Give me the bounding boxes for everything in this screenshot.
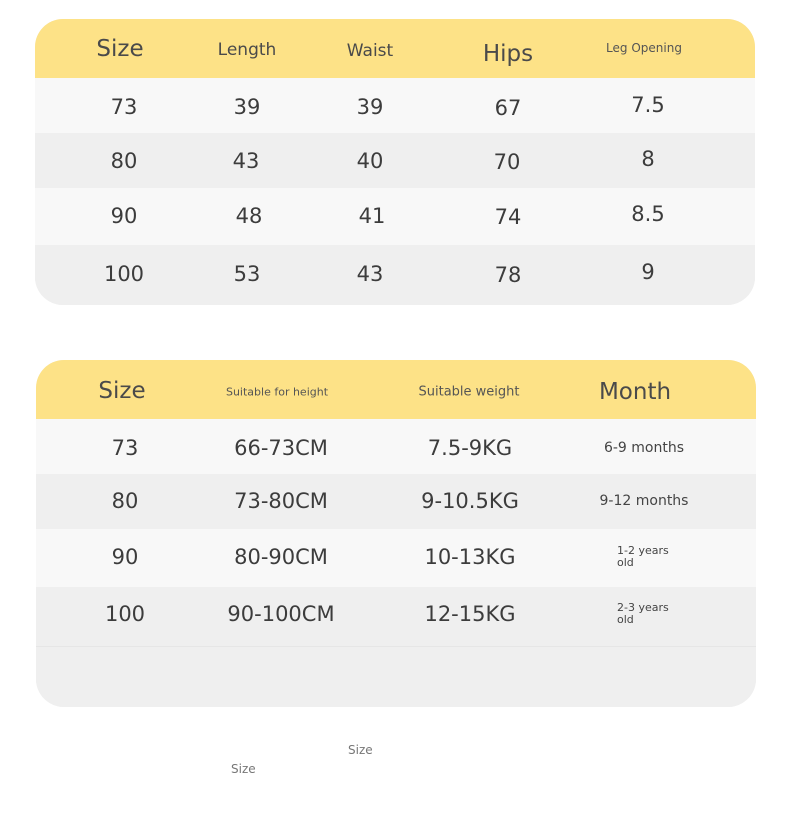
header-waist: Waist bbox=[346, 41, 394, 61]
cell-waist: 40 bbox=[356, 149, 384, 173]
cell-height: 90-100CM bbox=[227, 602, 335, 626]
cell-size: 90 bbox=[111, 545, 139, 569]
cell-size: 80 bbox=[110, 149, 138, 173]
cell-size: 73 bbox=[111, 436, 139, 460]
table-row bbox=[35, 245, 755, 305]
cell-waist: 39 bbox=[356, 95, 384, 119]
cell-weight: 10-13KG bbox=[424, 545, 516, 569]
cell-leg-opening: 7.5 bbox=[631, 93, 665, 117]
header-length: Length bbox=[217, 40, 277, 60]
cell-height: 66-73CM bbox=[234, 436, 328, 460]
table-header bbox=[35, 19, 755, 78]
footer-label: Size bbox=[348, 743, 373, 757]
cell-waist: 41 bbox=[358, 204, 386, 228]
header-leg-opening: Leg Opening bbox=[606, 41, 682, 55]
cell-hips: 78 bbox=[494, 263, 522, 287]
table-row bbox=[36, 587, 756, 646]
table-empty-row bbox=[36, 646, 756, 707]
table-header bbox=[36, 360, 756, 419]
cell-size: 73 bbox=[110, 95, 138, 119]
cell-leg-opening: 9 bbox=[641, 260, 655, 284]
size-table-measurements bbox=[35, 19, 755, 305]
header-month: Month bbox=[598, 379, 672, 405]
cell-length: 43 bbox=[232, 149, 260, 173]
cell-hips: 74 bbox=[494, 205, 522, 229]
cell-size: 100 bbox=[104, 602, 146, 626]
cell-month: 1-2 years old bbox=[617, 544, 669, 569]
cell-length: 53 bbox=[233, 262, 261, 286]
cell-length: 39 bbox=[233, 95, 261, 119]
table-row bbox=[36, 529, 756, 587]
header-suitable-height: Suitable for height bbox=[225, 385, 329, 399]
cell-height: 80-90CM bbox=[234, 545, 328, 569]
cell-weight: 7.5-9KG bbox=[427, 436, 513, 460]
cell-leg-opening: 8.5 bbox=[631, 202, 665, 226]
cell-hips: 70 bbox=[493, 150, 521, 174]
size-table-age-fit bbox=[36, 360, 756, 707]
cell-month: 9-12 months bbox=[599, 493, 689, 509]
table-row bbox=[35, 133, 755, 188]
table-row bbox=[36, 419, 756, 474]
cell-size: 100 bbox=[103, 262, 145, 286]
header-size: Size bbox=[98, 378, 146, 404]
cell-weight: 12-15KG bbox=[424, 602, 516, 626]
cell-waist: 43 bbox=[356, 262, 384, 286]
cell-size: 90 bbox=[110, 204, 138, 228]
cell-weight: 9-10.5KG bbox=[421, 489, 519, 513]
header-size: Size bbox=[96, 36, 144, 62]
footer-label: Size bbox=[231, 762, 256, 776]
cell-leg-opening: 8 bbox=[641, 147, 655, 171]
header-suitable-weight: Suitable weight bbox=[418, 384, 520, 400]
cell-month: 2-3 years old bbox=[617, 601, 669, 626]
cell-size: 80 bbox=[111, 489, 139, 513]
table-row bbox=[35, 78, 755, 133]
header-hips: Hips bbox=[482, 41, 534, 67]
cell-month: 6-9 months bbox=[603, 440, 685, 456]
table-row bbox=[35, 188, 755, 245]
cell-height: 73-80CM bbox=[234, 489, 328, 513]
cell-length: 48 bbox=[235, 204, 263, 228]
cell-hips: 67 bbox=[494, 96, 522, 120]
table-row bbox=[36, 474, 756, 529]
